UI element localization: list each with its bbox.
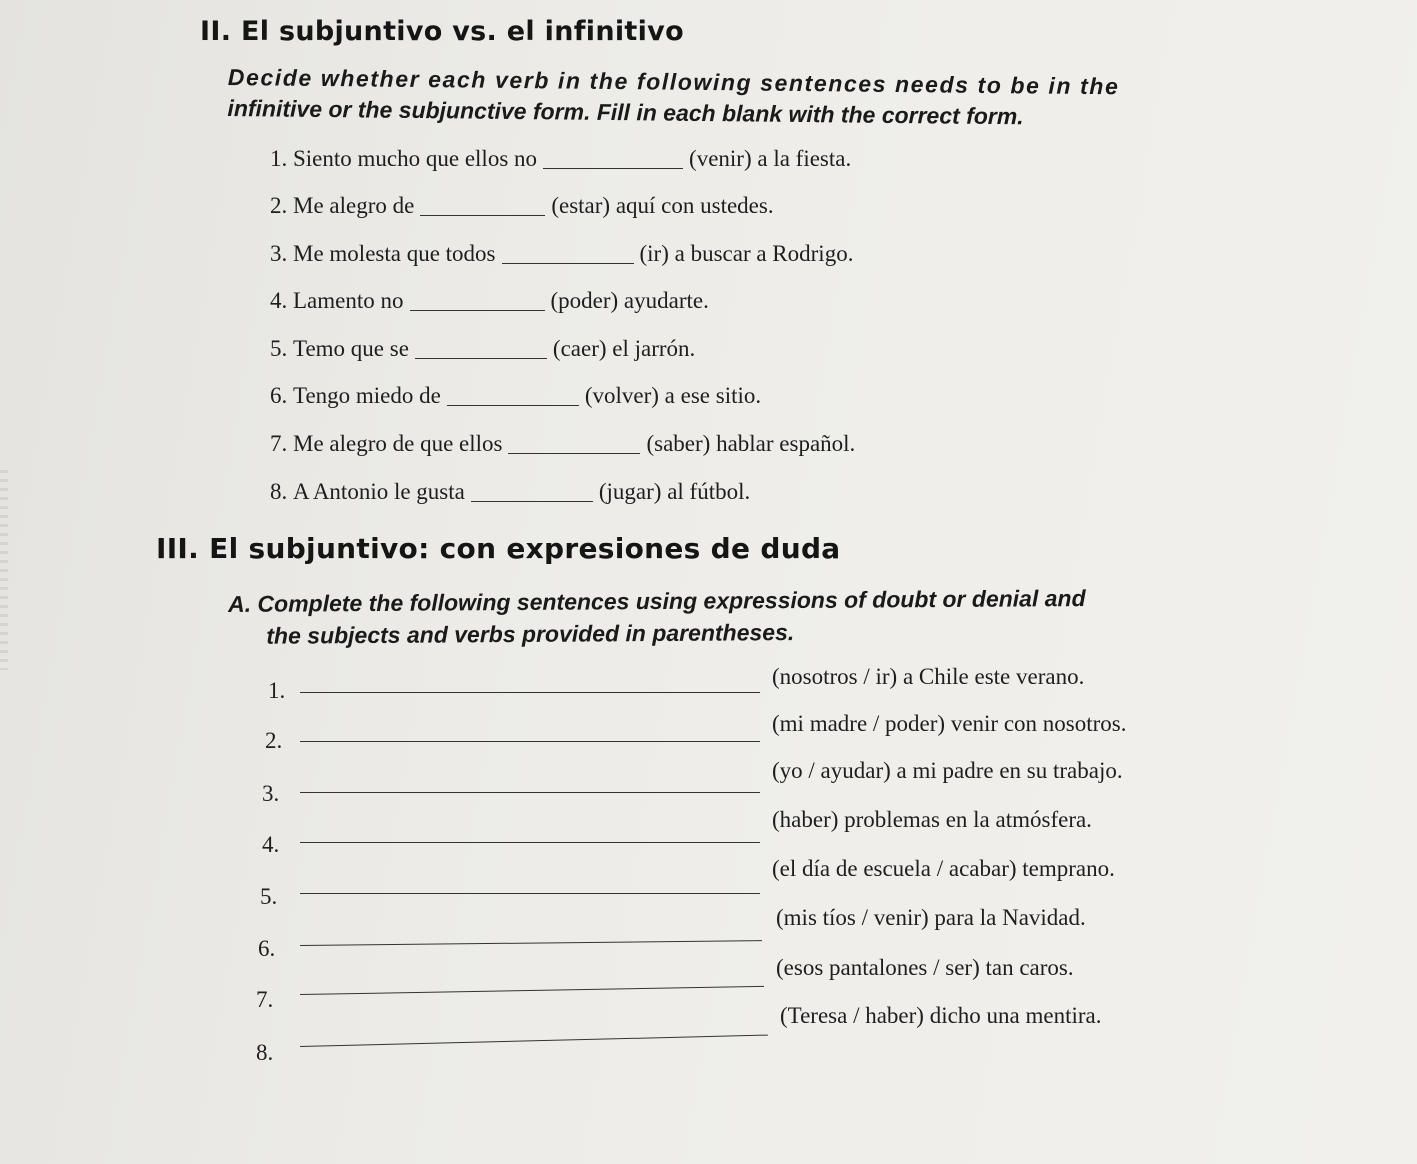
item-text-before: Me alegro de (293, 193, 415, 218)
item-text-before: Me molesta que todos (293, 241, 496, 266)
item-text-after: (venir) a la fiesta. (689, 146, 852, 171)
answer-blank[interactable] (300, 692, 760, 693)
answer-blank[interactable] (420, 195, 545, 216)
item-text-before: Siento mucho que ellos no (293, 146, 538, 171)
item-number: 8. (270, 479, 288, 504)
item-number: 8. (256, 1040, 274, 1065)
instructions-line-2: infinitive or the subjunctive form. Fill in each blank with the correct form. (227, 94, 1024, 130)
item-number: 5. (270, 336, 288, 361)
answer-blank[interactable] (300, 940, 762, 946)
s2-item-4 (270, 288, 709, 314)
item-text-after: (jugar) al fútbol. (598, 479, 751, 504)
item-number: 1. (270, 146, 288, 171)
item-text-before: Tengo miedo de (293, 383, 441, 408)
item-text-before: Temo que se (293, 336, 409, 361)
item-prompt: (el día de escuela / acabar) temprano. (772, 856, 1115, 881)
item-text-after: (saber) hablar español. (646, 431, 856, 456)
answer-blank[interactable] (508, 433, 640, 454)
item-text-after: (poder) ayudarte. (550, 288, 709, 313)
answer-blank[interactable] (543, 148, 683, 169)
section-3-part-a-instructions (228, 582, 1086, 652)
item-text-before: Lamento no (293, 288, 404, 313)
item-number: 7. (270, 431, 288, 456)
item-prompt: (nosotros / ir) a Chile este verano. (772, 664, 1085, 689)
answer-blank[interactable] (300, 986, 764, 995)
answer-blank[interactable] (300, 842, 760, 843)
item-number: 4. (262, 832, 280, 857)
section-2-instructions (227, 62, 1119, 133)
s2-item-3 (270, 241, 853, 267)
answer-blank[interactable] (300, 792, 760, 793)
item-number: 3. (270, 241, 288, 266)
item-prompt: (mis tíos / venir) para la Navidad. (776, 905, 1086, 930)
item-text-after: (estar) aquí con ustedes. (551, 193, 774, 218)
answer-blank[interactable] (410, 290, 545, 311)
item-prompt: (esos pantalones / ser) tan caros. (776, 955, 1074, 980)
item-number: 7. (256, 987, 274, 1012)
item-prompt: (Teresa / haber) dicho una mentira. (780, 1003, 1102, 1028)
item-number: 3. (262, 781, 280, 806)
item-text-before: Me alegro de que ellos (293, 431, 503, 456)
answer-blank[interactable] (300, 893, 760, 894)
item-number: 2. (270, 193, 288, 218)
part-a-line-2: the subjects and verbs provided in parentheses. (266, 619, 795, 649)
item-prompt: (yo / ayudar) a mi padre en su trabajo. (772, 758, 1123, 783)
s2-item-6 (270, 383, 761, 409)
part-a-line-1: A. Complete the following sentences using expressions of doubt or denial and (228, 585, 1086, 617)
item-text-before: A Antonio le gusta (293, 479, 465, 504)
answer-blank[interactable] (502, 243, 634, 264)
item-text-after: (caer) el jarrón. (552, 336, 696, 361)
item-prompt: (haber) problemas en la atmósfera. (772, 807, 1092, 832)
binding-edge-mark (0, 470, 8, 670)
item-number: 1. (268, 678, 286, 703)
answer-blank[interactable] (471, 481, 593, 502)
s2-item-8 (270, 479, 750, 505)
s2-item-7 (270, 431, 855, 457)
answer-blank[interactable] (300, 1035, 768, 1047)
answer-blank[interactable] (300, 741, 760, 742)
item-number: 4. (270, 288, 288, 313)
s2-item-2 (270, 193, 774, 219)
s2-item-5 (270, 336, 695, 362)
item-prompt: (mi madre / poder) venir con nosotros. (772, 711, 1127, 736)
answer-blank[interactable] (415, 338, 547, 359)
item-number: 6. (270, 383, 288, 408)
section-3-title: III. El subjuntivo: con expresiones de duda (156, 532, 841, 565)
item-number: 2. (265, 728, 283, 753)
item-text-after: (ir) a buscar a Rodrigo. (639, 241, 854, 266)
item-text-after: (volver) a ese sitio. (584, 383, 762, 408)
section-2-title: II. El subjuntivo vs. el infinitivo (200, 16, 684, 47)
instructions-line-1: Decide whether each verb in the following sentences needs to be in the (227, 63, 1120, 100)
item-number: 5. (260, 884, 278, 909)
answer-blank[interactable] (447, 385, 579, 406)
s2-item-1 (270, 146, 851, 172)
item-number: 6. (258, 936, 276, 961)
